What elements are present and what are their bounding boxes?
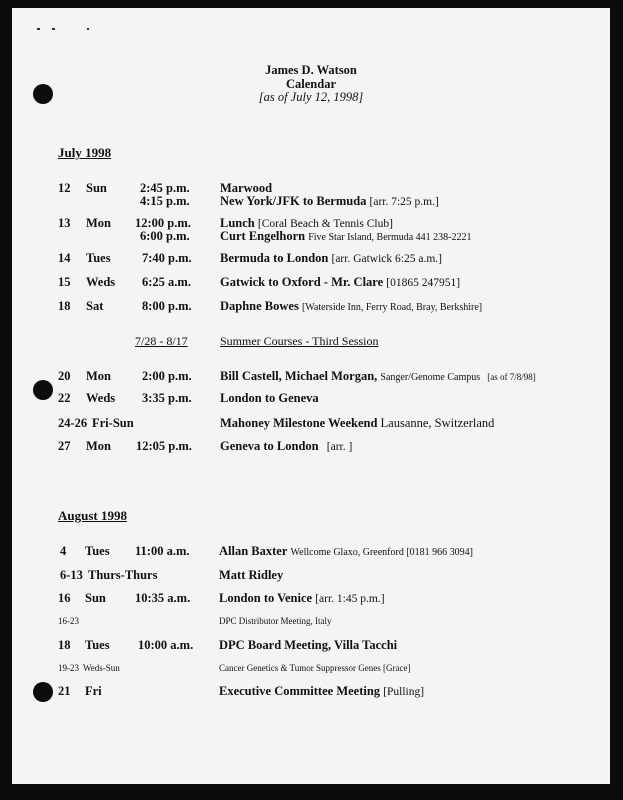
page-title: James D. Watson bbox=[265, 63, 357, 77]
entry-date: 21 bbox=[58, 684, 71, 698]
entry-day: Weds bbox=[86, 391, 116, 405]
entry-event: Marwood bbox=[220, 181, 273, 195]
entry-event: Bill Castell, Michael Morgan, bbox=[220, 369, 378, 383]
entry-date: 22 bbox=[58, 391, 71, 405]
entry-day: Mon bbox=[86, 439, 111, 453]
scan-speck bbox=[52, 28, 55, 30]
date-range: 7/28 - 8/17 bbox=[135, 334, 188, 348]
entry-event: London to Venice bbox=[219, 591, 313, 605]
entry-time: 6:25 a.m. bbox=[142, 275, 191, 289]
entry-time: 7:40 p.m. bbox=[142, 251, 192, 265]
entry-date: 16 bbox=[58, 591, 71, 605]
entry-event: Curt Engelhorn bbox=[220, 229, 306, 243]
entry-date: 18 bbox=[58, 638, 71, 652]
entry-note: [Pulling] bbox=[383, 686, 425, 698]
entry-note: [arr. 7:25 p.m.] bbox=[369, 196, 439, 208]
entry-date: 4 bbox=[60, 544, 67, 558]
entry-time: 4:15 p.m. bbox=[140, 194, 190, 208]
entry-event: Bermuda to London bbox=[220, 251, 329, 265]
entry-day: Weds-Sun bbox=[83, 663, 120, 673]
entry-date: 24-26 bbox=[58, 416, 88, 430]
entry-note: [arr. 1:45 p.m.] bbox=[315, 593, 385, 605]
document-page bbox=[12, 8, 610, 784]
entry-time: 3:35 p.m. bbox=[142, 391, 192, 405]
entry-date: 19-23 bbox=[58, 663, 79, 673]
entry-event: Cancer Genetics & Tumor Suppressor Genes bbox=[219, 663, 381, 673]
entry-time: 2:45 p.m. bbox=[140, 181, 190, 195]
page-subtitle: Calendar bbox=[286, 77, 336, 91]
entry-line bbox=[220, 439, 352, 454]
entry-line bbox=[220, 251, 442, 266]
entry-date: 13 bbox=[58, 216, 71, 230]
entry-note: Wellcome Glaxo, Greenford [0181 966 3094] bbox=[290, 547, 474, 558]
entry-note: Lausanne, Switzerland bbox=[380, 416, 495, 430]
entry-event: Lunch bbox=[220, 216, 255, 230]
entry-event: Geneva to London bbox=[220, 439, 319, 453]
entry-day: Sun bbox=[85, 591, 106, 605]
entry-event: Allan Baxter bbox=[219, 544, 288, 558]
entry-note: [Coral Beach & Tennis Club] bbox=[257, 218, 393, 230]
entry-line bbox=[220, 229, 472, 244]
entry-date: 6-13 bbox=[60, 568, 83, 582]
scan-speck bbox=[87, 28, 89, 30]
entry-day: Thurs-Thurs bbox=[88, 568, 158, 582]
entry-event: London to Geneva bbox=[220, 391, 319, 405]
entry-line bbox=[219, 544, 473, 559]
entry-time: 12:00 p.m. bbox=[135, 216, 191, 230]
entry-date: 12 bbox=[58, 181, 71, 195]
as-of-date: [as of July 12, 1998] bbox=[258, 90, 364, 104]
entry-note: [arr. Gatwick 6:25 a.m.] bbox=[331, 253, 442, 265]
entry-time: 6:00 p.m. bbox=[140, 229, 190, 243]
entry-day: Sat bbox=[86, 299, 104, 313]
entry-line bbox=[219, 684, 424, 699]
entry-day: Mon bbox=[86, 369, 111, 383]
entry-time: 2:00 p.m. bbox=[142, 369, 192, 383]
entry-time: 8:00 p.m. bbox=[142, 299, 192, 313]
entry-day: Tues bbox=[85, 544, 110, 558]
entry-time: 10:35 a.m. bbox=[135, 591, 191, 605]
entry-day: Weds bbox=[86, 275, 116, 289]
entry-note: [as of 7/8/98] bbox=[487, 372, 536, 382]
entry-event: Daphne Bowes bbox=[220, 299, 299, 313]
entry-event: Mahoney Milestone Weekend bbox=[220, 416, 378, 430]
punch-hole bbox=[33, 380, 53, 400]
entry-note: [Grace] bbox=[382, 663, 411, 673]
entry-day: Fri-Sun bbox=[92, 416, 134, 430]
entry-date: 20 bbox=[58, 369, 71, 383]
entry-time: 11:00 a.m. bbox=[135, 544, 190, 558]
entry-day: Sun bbox=[86, 181, 107, 195]
entry-day: Tues bbox=[85, 638, 110, 652]
entry-event: New York/JFK to Bermuda bbox=[220, 194, 367, 208]
entry-date: 18 bbox=[58, 299, 71, 313]
entry-day: Mon bbox=[86, 216, 111, 230]
entry-line bbox=[220, 369, 536, 384]
entry-note: Sanger/Genome Campus bbox=[380, 372, 481, 383]
session-label: Summer Courses - Third Session bbox=[220, 334, 379, 348]
entry-date: 27 bbox=[58, 439, 71, 453]
entry-event: DPC Board Meeting, Villa Tacchi bbox=[219, 638, 398, 652]
punch-hole bbox=[33, 682, 53, 702]
entry-time: 12:05 p.m. bbox=[136, 439, 192, 453]
entry-line bbox=[220, 275, 460, 290]
section-title-august: August 1998 bbox=[58, 508, 127, 523]
entry-line bbox=[219, 663, 410, 673]
entry-event: Matt Ridley bbox=[219, 568, 284, 582]
entry-day: Tues bbox=[86, 251, 111, 265]
scan-speck bbox=[37, 28, 40, 30]
entry-note: [01865 247951] bbox=[386, 277, 461, 289]
entry-note: Five Star Island, Bermuda 441 238-2221 bbox=[308, 232, 472, 243]
entry-date: 16-23 bbox=[58, 616, 79, 626]
entry-date: 15 bbox=[58, 275, 71, 289]
entry-event: Executive Committee Meeting bbox=[219, 684, 381, 698]
entry-line bbox=[220, 416, 494, 431]
entry-line bbox=[220, 299, 482, 314]
entry-note: [arr. ] bbox=[326, 441, 353, 453]
entry-event: DPC Distributor Meeting, Italy bbox=[219, 616, 332, 626]
entry-day: Fri bbox=[85, 684, 102, 698]
entry-note: [Waterside Inn, Ferry Road, Bray, Berkshire] bbox=[301, 302, 483, 313]
entry-time: 10:00 a.m. bbox=[138, 638, 194, 652]
entry-line bbox=[219, 591, 385, 606]
entry-event: Gatwick to Oxford - Mr. Clare bbox=[220, 275, 384, 289]
entry-date: 14 bbox=[58, 251, 71, 265]
entry-line bbox=[220, 194, 439, 209]
section-title-july: July 1998 bbox=[58, 145, 112, 160]
